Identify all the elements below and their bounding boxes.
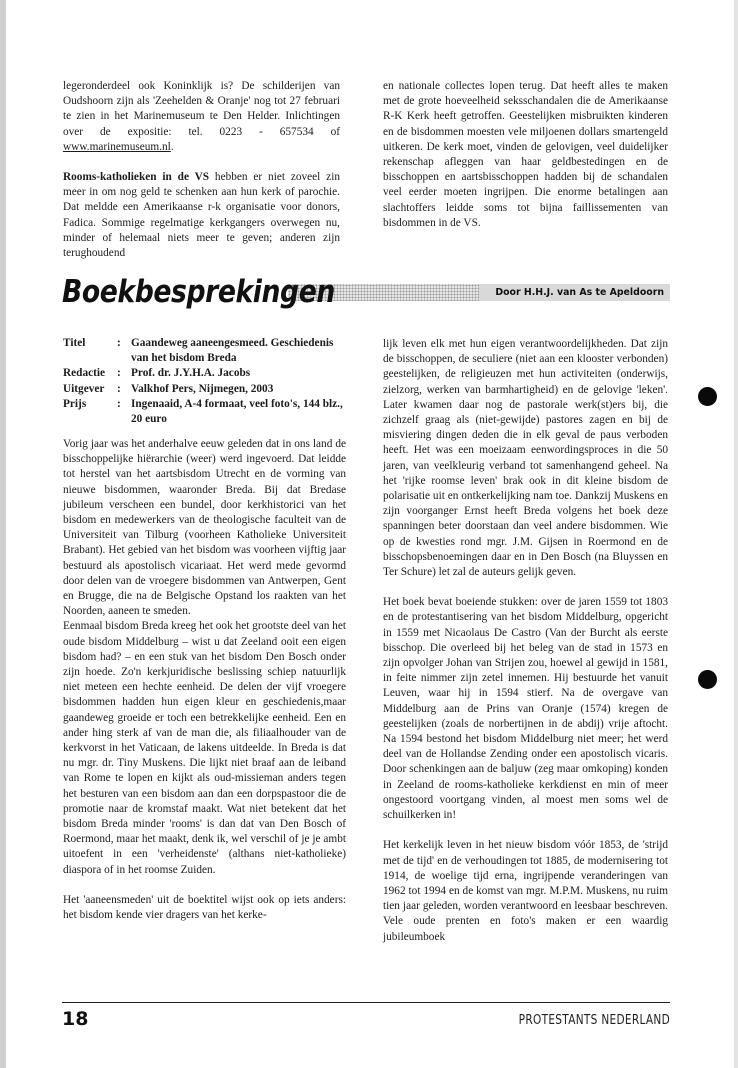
- author-byline: Door H.H.J. van As te Apeldoorn: [479, 284, 670, 301]
- meta-value: Prof. dr. J.Y.H.A. Jacobs: [131, 367, 251, 380]
- meta-separator: :: [117, 382, 121, 395]
- news-paragraph-exhibition: legeronderdeel ook Koninklijk is? De schilderijen van Oudshoorn zijn als 'Zeehelden & Oranje' nog tot 27 februari te zien in het Marinemuseum te Den Helder. Inlichtingen over de expositie: tel. 0223 - 657534 of www.marinemuseum.nl.: [63, 80, 340, 153]
- review-paragraph: lijk leven elk met hun eigen verantwoordelijkheden. Dat zijn de bisschoppen, de seculiere (niet aan een klooster verbonden) geestelijken, de religieuzen met hun activiteiten (onderwijs, zielzorg, werken van barmhartigheid) en de gelovige 'leken'. Later kwamen daar nog de pastorale werk(st)ers bij, die zichzelf graag als (niet-gewijde) pastores zagen en bij de misviering dingen deden die in elk geval de paus verboden heeft. Het was een moeizaam eenwordingsproces in die 50 jaren, van veelkleurig verband tot samenhangend geheel. Na het 'rijke roomse leven' brak ook in dit kleine bisdom de polarisatie uit en ontkerkelijking nam toe. Dankzij Muskens en zijn voorganger Ernst heeft Breda volgens het boek deze spanningen beter doorstaan dan veel andere bisdommen. Wie op de kwesties rond mgr. J.M. Gijsen in Roermond en de bisschopsbenoemingen daar en in Den Bosch (na Bluyssen en Ter Schure) let zal de auteurs gelijk geven.: [383, 338, 668, 579]
- binder-hole: [698, 387, 717, 406]
- museum-link[interactable]: www.marinemuseum.nl: [63, 140, 171, 153]
- meta-row-editor: [63, 366, 343, 381]
- magazine-name: PROTESTANTS NEDERLAND: [518, 1012, 670, 1028]
- news-paragraph-continued: en nationale collectes lopen terug. Dat heeft alles te maken met de grote hoeveelheid seksschandalen die de Amerikaanse R-K Kerk heeft getroffen. Geestelijken misbruikten kinderen en de bisdommen moesten vele miljoenen dollars smartengeld uitkeren. De kerk moet, vinden de gelovigen, veel duidelijker rekenschap afleggen van haar geldbestedingen en de bisschoppen en aartsbisschoppen hadden bij de schandalen veel eerder moeten ingrijpen. Die enorme betalingen aan slachtoffers leidde soms tot bijna faillissementen van bisdommen in de VS.: [383, 80, 668, 229]
- meta-separator: :: [117, 367, 121, 380]
- meta-row-publisher: [63, 382, 343, 397]
- review-column-right: [383, 337, 668, 945]
- meta-key: Titel: [63, 337, 86, 349]
- page-edge: [0, 0, 6, 1068]
- footer-rule: [62, 1002, 670, 1003]
- review-paragraph: Het kerkelijk leven in het nieuw bisdom vóór 1853, de 'strijd met de tijd' en de verhoudingen tot 1885, de modernisering tot 1914, de woelige tijd erna, ingrijpende veranderingen van 1962 tot 1994 en de komst van mgr. M.P.M. Muskens, nu ruim tien jaar geleden, worden verantwoord en leesbaar beschreven. Vele oude prenten en foto's maken er een waardig jubileumboek: [383, 839, 668, 943]
- meta-separator: :: [117, 397, 121, 410]
- news-lead: Rooms-katholieken in de VS: [63, 171, 210, 184]
- news-paragraph-usa: Rooms-katholieken in de VS hebben er niet zoveel zin meer in om nog geld te schenken aan hun kerk of parochie. Dat meldde een Amerikaanse r-k organisatie voor donors, Fadica. Sommige regelmatige kerkgangers overwegen nu, minder of helemaal niets meer te geven; anderen zijn terughoudend: [63, 171, 340, 260]
- meta-key: Redactie: [63, 367, 106, 380]
- review-column-left: [63, 437, 346, 923]
- meta-key: Prijs: [63, 397, 87, 410]
- review-paragraph: Eenmaal bisdom Breda kreeg het ook het grootste deel van het oude bisdom Middelburg – wist u dat Zeeland ooit een eigen bisdom had? – en een stuk van het bisdom Den Bosch onder zijn hoede. Zo'n kerkjuridische beslissing schiep natuurlijk niet meteen een hechte eenheid. De delen der vijf vroegere bisdommen hadden hun eigen kleur en geschiedenis,maar gaandeweg groeide er toch een betrekkelijke eenheid. Een en ander hing sterk af van de man die, als filiaalhouder van de kerkvorst in het Vaticaan, de lakens uitdeelde. In Breda is dat nu mgr. dr. Tiny Muskens. Die lijkt niet braaf aan de leiband van Rome te lopen en kijkt als oud-missieman anders tegen het besturen van een bisdom aan dan een dorpspastoor die de promotie naar de kromstaf maakt. Wat niet betekent dat het bisdom Breda minder 'rooms' is dan dat van Den Bosch of Roermond, maar het maakt, denk ik, wel verschil of je je ambt uitoefent in een 'verheidenste' (althans niet-katholieke) diaspora of in het roomse Zuiden.: [63, 620, 346, 876]
- section-title: Boekbesprekingen: [62, 274, 335, 310]
- meta-row-price: [63, 397, 343, 427]
- meta-key: Uitgever: [63, 382, 105, 395]
- binder-hole: [698, 670, 717, 689]
- news-column-right: [383, 79, 668, 231]
- meta-row-title: [63, 336, 343, 366]
- section-header: [62, 274, 670, 310]
- book-metadata: [63, 336, 343, 427]
- meta-value: Ingenaaid, A-4 formaat, veel foto's, 144 blz., 20 euro: [131, 397, 343, 426]
- meta-separator: :: [117, 337, 121, 349]
- review-paragraph: Het 'aaneensmeden' uit de boektitel wijst ook op iets anders: het bisdom kende vier dragers van het kerke-: [63, 893, 346, 922]
- meta-value: Gaandeweg aaneengesmeed. Geschiedenis van het bisdom Breda: [131, 337, 334, 365]
- meta-value: Valkhof Pers, Nijmegen, 2003: [131, 382, 274, 395]
- news-column-left: [63, 79, 340, 261]
- page-number: 18: [62, 1008, 89, 1030]
- review-paragraph: Het boek bevat boeiende stukken: over de jaren 1559 tot 1803 en de protestantisering van het bisdom Middelburg, opgericht in 1559 met Nicaolaus De Castro (Van der Burcht als eerste bisschop. Die overleed bij het beleg van de stad in 1573 en zijn opvolger Johan van Strijen zou, hoewel al gewijd in 1581, in feite nimmer zijn zetel innemen. Hij bestuurde het vanuit Leuven, waar hij in 1594 stierf. Na de overgave van Middelburg aan de Prins van Oranje (1574) kregen de geestelijken (zoals de norbertijnen in de abdij) vrije aftocht. Na 1594 bestond het bisdom Middelburg niet meer; het werd deel van de Hollandse Zending onder een apostolisch vicaris. Door schenkingen aan de baljuw (zeg maar omkoping) konden in Zeeland de rooms-katholieke kerkdienst en min of meer ongestoord voortgang vinden, al moest men soms wel de schuilkerken in!: [383, 596, 668, 822]
- page-edge-right: [734, 0, 738, 1068]
- review-paragraph: Vorig jaar was het anderhalve eeuw geleden dat in ons land de bisschoppelijke hiërarchie (weer) werd ingevoerd. Dat leidde tot herstel van het aartsbisdom Utrecht en de vorming van nieuwe bisdommen, waaronder Breda. Bij dat Bredase jubileum verscheen een bundel, door kerkhistorici van het bisdom en medewerkers van de theologische faculteit van de Universiteit van Tilburg (voorheen Katholieke Universiteit Brabant). Het gebied van het bisdom was voorheen vijftig jaar bestuurd als apostolisch vicariaat. Het werd mede gevormd door delen van de vroegere bisdommen van Antwerpen, Gent en Brugge, die na de Belgische Opstand los raakten van het Noorden, aaneen te smeden.: [63, 438, 346, 618]
